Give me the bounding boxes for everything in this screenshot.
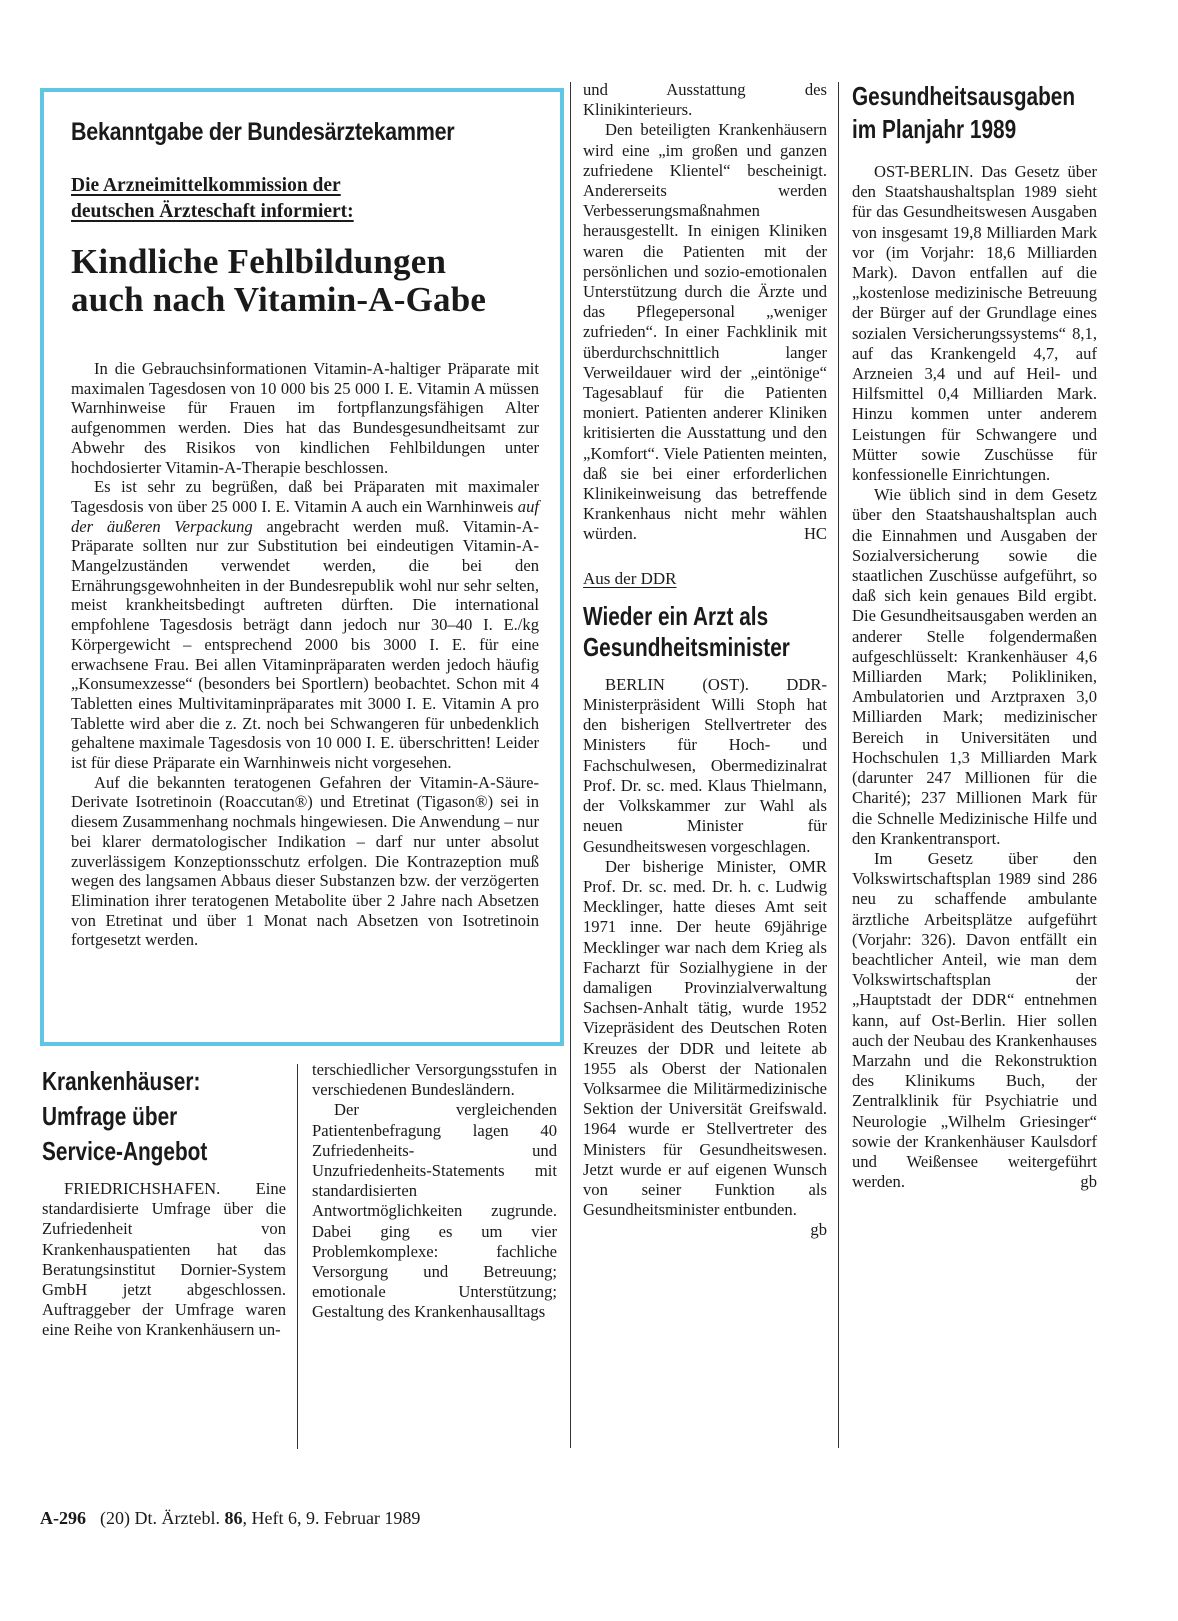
health-spending-paragraph-1: OST-BERLIN. Das Gesetz über den Staatshaushaltsplan 1989 sieht für das Gesundheitswesen Ausgaben von insgesamt 19,8 Milliarden Mark vor (im Vorjahr: 18,6 Milliarden Mark). Davon entfallen auf die „kostenlose medizinische Betreuung der Bürger auf der Grundlage eines sozialen Versicherungssystems“ 8,1, auf das Krankengeld 4,7, auf Arzneien 3,4 und auf Heil- und Hilfsmittel 0,4 Milliarden Mark. Hinzu kommen unter anderem Leistungen für Schwangere und Mütter sowie Zuschüsse für konfessionelle Einrichtungen. xyxy=(852,162,1097,485)
title-line-1: Kindliche Fehlbildungen xyxy=(71,242,447,281)
health-spending-paragraph-2: Wie üblich sind in dem Gesetz über den Staatshaushaltsplan auch die Einnahmen und Ausgaben der Sozialversicherung sowie die staatlichen Zuschüsse aufgeführt, so daß sich kein genaues Bild ergibt. Die Gesundheitsausgaben werden an anderer Stelle folgendermaßen aufgeschlüsselt: Krankenhäuser 4,6 Milliarden Mark; Polikliniken, Ambulatorien und Arztpraxen 3,0 Milliarden Mark; medizinischer Bereich in Universitäten und Hochschulen 1,3 Milliarden Mark (darunter 247 Millionen für die Charité); 237 Millionen Mark für die Schnelle Medizinische Hilfe und den Krankentransport. xyxy=(852,485,1097,848)
health-spending-article xyxy=(852,80,1097,1192)
ddr-rubric: Aus der DDR xyxy=(583,568,677,588)
ddr-paragraph-2-text: Der bisherige Minister, OMR Prof. Dr. sc. med. Dr. h. c. Ludwig Mecklinger, hatte dieses Amt seit 1971 inne. Der heute 69jährige Mecklinger war nach dem Krieg als Facharzt für Sozialhygiene in der damaligen Provinzialverwaltung Sachsen-Anhalt tätig, wurde 1952 Vizepräsident des Deutschen Roten Kreuzes der DDR und leitete ab 1955 als Oberst der Nationalen Volksarmee die Militärmedizinische Sektion der Universität Greifswald. 1964 wurde er Stellvertreter des Ministers für Gesundheitswesen. Jetzt wurde er auf eigenen Wunsch von seiner Funktion als Gesundheitsminister entbunden. xyxy=(583,856,827,1220)
health-spending-headline-line-2: im Planjahr 1989 xyxy=(852,114,1017,144)
hospital-paragraph-1: FRIEDRICHSHAFEN. Eine standardisierte Umfrage über die Zufriedenheit von Krankenhauspatienten hat das Beratungsinstitut Dornier-System GmbH jetzt abgeschlossen. Auftraggeber der Umfrage waren eine Reihe von Krankenhäusern un- xyxy=(42,1179,286,1340)
column-rule-1 xyxy=(297,1064,298,1449)
ddr-paragraph-2 xyxy=(583,856,827,1240)
announcement-paragraph-2 xyxy=(71,477,539,773)
paragraph-2-emphasis: auf der äußeren Verpackung xyxy=(71,496,539,536)
hospital-paragraph-3: Der vergleichenden Patientenbefragung lagen 40 Zufriedenheits- und Unzufriedenheits-Statements mit standardisierten Antwortmöglichkeiten zugrunde. Dabei ging es um vier Problemkomplexe: fachliche Versorgung und Betreuung; emotionale Unterstützung; Gestaltung des Krankenhausalltags xyxy=(312,1100,557,1322)
title-line-2: auch nach Vitamin-A-Gabe xyxy=(71,280,487,319)
health-spending-paragraph-3 xyxy=(852,849,1097,1192)
hospital-paragraph-2: terschiedlicher Versorgungsstufen in verschiedenen Bundesländern. xyxy=(312,1060,557,1100)
page-number: A-296 xyxy=(40,1508,86,1528)
hospital-paragraph-4 xyxy=(583,120,827,544)
ddr-headline-line-2: Gesundheitsminister xyxy=(583,631,790,662)
citation-volume: 86 xyxy=(224,1508,243,1528)
announcement-paragraph-3: Auf die bekannten teratogenen Gefahren der Vitamin-A-Säure-Derivate Isotretinoin (Roaccutan®) und Etretinat (Tigason®) sei in diesem Zusammenhang nochmals hingewiesen. Die Anwendung – nur bei klarer dermatologischer Indikation – darf nur unter absolut zuverlässigem Konzeptionsschutz erfolgen. Die Kontrazeption muß wegen des langsamen Abbaus dieser Substanzen bzw. der verzögerten Elimination ihrer teratogenen Metabolite über 2 Jahre nach Absetzen von Etretinat und über 1 Monat nach Absetzen von Isotretinoin fortgesetzt werden. xyxy=(71,772,539,950)
subhead-line-2: deutschen Ärzteschaft informiert: xyxy=(71,201,354,222)
health-spending-headline xyxy=(852,80,1076,146)
hospital-article-col1 xyxy=(42,1064,286,1341)
announcement-body xyxy=(71,359,539,950)
ddr-headline-line-1: Wieder ein Arzt als xyxy=(583,600,769,631)
hospital-headline-line-1: Krankenhäuser: xyxy=(42,1066,201,1096)
paragraph-2-text-a: Es ist sehr zu begrüßen, daß bei Präparaten mit maximaler Tagesdosis von über 25 000 I. E. Vitamin A auch ein Warnhinweis xyxy=(71,477,539,516)
health-spending-headline-line-1: Gesundheitsausgaben xyxy=(852,81,1076,111)
page-footer xyxy=(40,1508,420,1529)
announcement-kicker: Bekanntgabe der Bundesärztekammer xyxy=(71,118,455,146)
subhead-line-1: Die Arzneimittelkommission der xyxy=(71,175,341,196)
citation-text-a: (20) Dt. Ärztebl. xyxy=(100,1508,225,1528)
column-3 xyxy=(583,80,827,1241)
citation-text-b: , Heft 6, 9. Februar 1989 xyxy=(242,1508,421,1528)
column-rule-2 xyxy=(570,82,571,1448)
ddr-signature: gb xyxy=(810,1220,827,1240)
hospital-paragraph-3-continued: und Ausstattung des Klinikinterieurs. xyxy=(583,80,827,120)
hospital-headline-line-3: Service-Angebot xyxy=(42,1136,208,1166)
announcement-title xyxy=(71,243,539,319)
announcement-content xyxy=(71,118,539,950)
hospital-paragraph-4-text: Den beteiligten Krankenhäusern wird eine „im großen und ganzen zufriedene Klientel“ bescheinigt. Andererseits werden Verbesserungsmaßnahmen herausgestellt. In einigen Kliniken waren die Patienten mit der persönlichen und sozio-emotionalen Unterstützung durch die Ärzte und das Pflegepersonal „weniger zufrieden“. In einer Fachklinik mit überdurchschnittlich langer Verweildauer wird der „eintönige“ Tagesablauf für die Patienten moniert. Patienten anderer Kliniken kritisierten die Ausstattung und den „Komfort“. Viele Patienten meinten, daß sie bei einer erforderlichen Klinikeinweisung das betreffende Krankenhaus nicht mehr wählen würden. xyxy=(583,120,827,544)
announcement-box xyxy=(40,88,564,1046)
ddr-paragraph-1: BERLIN (OST). DDR-Ministerpräsident Willi Stoph hat den bisherigen Stellvertreter des Ministers für Hoch- und Fachschulwesen, Obermedizinalrat Prof. Dr. sc. med. Klaus Thielmann, der Volkskammer zur Wahl als neuen Minister für Gesundheitswesen vorgeschlagen. xyxy=(583,674,827,856)
hospital-headline-line-2: Umfrage über xyxy=(42,1101,178,1131)
paragraph-2-text-b: angebracht werden muß. Vitamin-A-Präparate sollten nur zur Substitution bei eindeutigen Vitamin-A-Mangelzuständen verwendet werden, die bei den Ernährungsgewohnheiten in der Bundesrepublik wohl nur sehr selten, meist krankheitsbedingt auftreten dürften. Die international empfohlene Tagesdosis beträgt dann jedoch nur 30–40 I. E./kg Körpergewicht – entsprechend 2000 bis 3000 I. E. für eine erwachsene Frau. Bei allen Vitaminpräparaten werden jedoch häufig „Konsumexzesse“ (besonders bei Sportlern) beobachtet. Schon mit 4 Tabletten eines Multivitaminpräparates mit 3000 I. E. Vitamin A pro Tablette wird aber die z. Zt. noch bei Schwangeren für unbedenklich gehaltene maximale Tagesdosis von 10 000 I. E. überschritten! Leider ist für diese Präparate ein Warnhinweis nicht vorgesehen. xyxy=(71,516,540,773)
hospital-article-col2 xyxy=(312,1060,557,1323)
announcement-subhead xyxy=(71,173,539,225)
health-spending-paragraph-3-text: Im Gesetz über den Volkswirtschaftsplan 1989 sind 286 neu zu schaffende ambulante ärztliche Arbeitsplätze aufgeführt (Vorjahr: 326). Davon entfällt ein beachtlicher Anteil, wie man dem Volkswirtschaftsplan der „Hauptstadt der DDR“ entnehmen kann, auf Ost-Berlin. Hier sollen auch der Neubau des Krankenhauses Marzahn und die Rekonstruktion des Klinikums Buch, der Zentralklinik für Psychiatrie und Neurologie „Wilhelm Griesinger“ sowie der Krankenhäuser Kaulsdorf und Weißensee weitergeführt werden. xyxy=(852,848,1097,1192)
ddr-headline xyxy=(583,600,790,663)
health-spending-signature: gb xyxy=(1080,1172,1097,1192)
announcement-paragraph-1: In die Gebrauchsinformationen Vitamin-A-haltiger Präparate mit maximalen Tagesdosen von 10 000 bis 25 000 I. E. Vitamin A müssen Warnhinweise für Frauen im fortpflanzungsfähigen Alter aufgenommen werden. Dies hat das Bundesgesundheitsamt zur Abwehr des Risikos von kindlichen Fehlbildungen unter hochdosierter Vitamin-A-Therapie beschlossen. xyxy=(71,359,539,477)
column-rule-3 xyxy=(838,82,839,1448)
hospital-headline xyxy=(42,1064,237,1169)
hospital-signature: HC xyxy=(803,524,827,544)
